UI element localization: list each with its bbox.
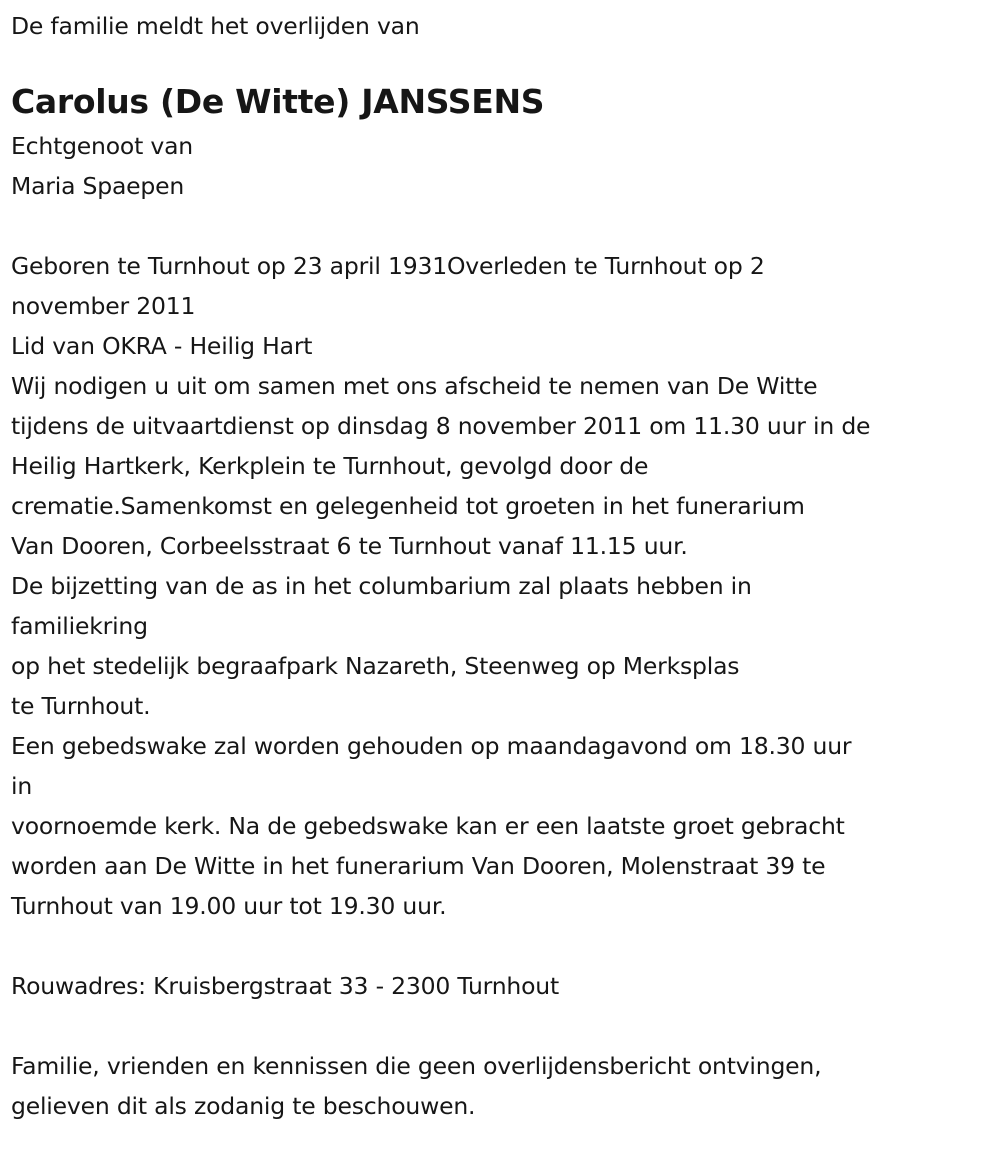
body-line: op het stedelijk begraafpark Nazareth, Steenweg op Merksplas [11, 652, 740, 680]
body-line: worden aan De Witte in het funerarium Van Dooren, Molenstraat 39 te [11, 852, 826, 880]
body-line: Van Dooren, Corbeelsstraat 6 te Turnhout vanaf 11.15 uur. [11, 532, 688, 560]
closing-line: Familie, vrienden en kennissen die geen overlijdensbericht ontvingen, [11, 1052, 822, 1080]
body-line: familiekring [11, 612, 148, 640]
body-line: Turnhout van 19.00 uur tot 19.30 uur. [11, 892, 447, 920]
body-line: De bijzetting van de as in het columbarium zal plaats hebben in [11, 572, 752, 600]
closing-line: gelieven dit als zodanig te beschouwen. [11, 1092, 476, 1120]
mourning-address: Rouwadres: Kruisbergstraat 33 - 2300 Turnhout [11, 972, 560, 1000]
body-line: te Turnhout. [11, 692, 151, 720]
body-line: Heilig Hartkerk, Kerkplein te Turnhout, gevolgd door de [11, 452, 649, 480]
deceased-name: Carolus (De Witte) JANSSENS [11, 82, 545, 121]
body-line: november 2011 [11, 292, 196, 320]
body-line: crematie.Samenkomst en gelegenheid tot groeten in het funerarium [11, 492, 805, 520]
body-line: Lid van OKRA - Heilig Hart [11, 332, 313, 360]
body-line: tijdens de uitvaartdienst op dinsdag 8 november 2011 om 11.30 uur in de [11, 412, 871, 440]
body-line: Een gebedswake zal worden gehouden op maandagavond om 18.30 uur [11, 732, 852, 760]
body-line: Geboren te Turnhout op 23 april 1931Overleden te Turnhout op 2 [11, 252, 765, 280]
intro-text: De familie meldt het overlijden van [11, 12, 420, 40]
notice-body [11, 246, 1000, 926]
spouse-name: Maria Spaepen [11, 172, 185, 200]
body-line: Wij nodigen u uit om samen met ons afscheid te nemen van De Witte [11, 372, 818, 400]
spouse-label: Echtgenoot van [11, 132, 193, 160]
body-line: voornoemde kerk. Na de gebedswake kan er een laatste groet gebracht [11, 812, 845, 840]
body-line: in [11, 772, 33, 800]
